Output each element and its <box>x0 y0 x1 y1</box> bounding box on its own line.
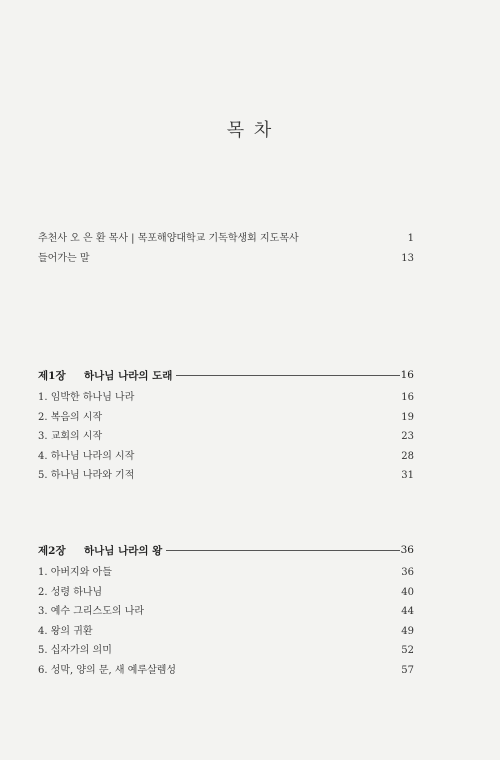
intro-section <box>38 229 414 268</box>
toc-entry-label: 4. 왕의 귀환 <box>38 625 93 637</box>
toc-page-number: 13 <box>401 252 414 264</box>
toc-page-number: 19 <box>401 411 414 423</box>
toc-page-number: 16 <box>401 392 414 403</box>
leader-line <box>176 375 400 376</box>
toc-entry[interactable] <box>38 427 414 447</box>
toc-entry-label: 6. 성막, 양의 문, 새 예루살렘성 <box>38 664 177 676</box>
chapter-number: 제2장 <box>38 544 66 557</box>
toc-entry[interactable] <box>38 641 414 661</box>
chapter-number: 제1장 <box>38 369 66 382</box>
toc-entry-label: 들어가는 말 <box>38 252 90 264</box>
toc-entry-introduction[interactable] <box>38 249 414 269</box>
toc-entry[interactable] <box>38 466 414 486</box>
toc-entry[interactable] <box>38 447 414 467</box>
toc-page-number: 23 <box>401 431 414 442</box>
toc-page-number: 52 <box>401 645 414 656</box>
toc-page-number: 1 <box>407 233 414 244</box>
toc-entry-label: 2. 복음의 시작 <box>38 411 103 423</box>
chapter-title: 하나님 나라의 왕 <box>84 544 163 557</box>
toc-entry-foreword[interactable] <box>38 229 414 249</box>
chapter-1-section <box>38 365 414 486</box>
toc-entry-label: 2. 성령 하나님 <box>38 586 103 598</box>
page-title: 목 차 <box>226 120 274 141</box>
toc-entry-label: 1. 아버지와 아들 <box>38 567 112 578</box>
toc-page-number: 16 <box>400 369 414 381</box>
toc-entry-label: 1. 임박한 하나님 나라 <box>38 392 135 403</box>
chapter-title: 하나님 나라의 도래 <box>84 369 173 382</box>
toc-page-number: 40 <box>401 586 414 598</box>
toc-page-number: 49 <box>401 625 414 637</box>
toc-entry-label: 추천사 오 은 환 목사 | 목포해양대학교 기독학생회 지도목사 <box>38 233 299 244</box>
toc-entry-label: 3. 교회의 시작 <box>38 431 103 442</box>
chapter-heading[interactable] <box>38 365 414 385</box>
toc-entry[interactable] <box>38 622 414 642</box>
toc-entry[interactable] <box>38 388 414 408</box>
toc-page-number: 36 <box>400 544 414 556</box>
toc-page-number: 36 <box>401 567 414 578</box>
leader-line <box>166 550 400 551</box>
chapter-heading[interactable] <box>38 540 414 560</box>
toc-page-number: 44 <box>401 606 414 617</box>
toc-page-number: 57 <box>401 664 414 676</box>
toc-entry[interactable] <box>38 408 414 428</box>
toc-page-number: 31 <box>401 470 414 481</box>
toc-entry-label: 4. 하나님 나라의 시작 <box>38 450 135 462</box>
toc-entry[interactable] <box>38 563 414 583</box>
toc-entry-label: 5. 십자가의 의미 <box>38 645 112 656</box>
toc-entry[interactable] <box>38 602 414 622</box>
chapter-2-section <box>38 540 414 680</box>
toc-page-number: 28 <box>401 450 414 462</box>
toc-entry-label: 3. 예수 그리스도의 나라 <box>38 606 145 617</box>
toc-entry[interactable] <box>38 583 414 603</box>
toc-entry-label: 5. 하나님 나라와 기적 <box>38 470 135 481</box>
toc-entry[interactable] <box>38 661 414 681</box>
